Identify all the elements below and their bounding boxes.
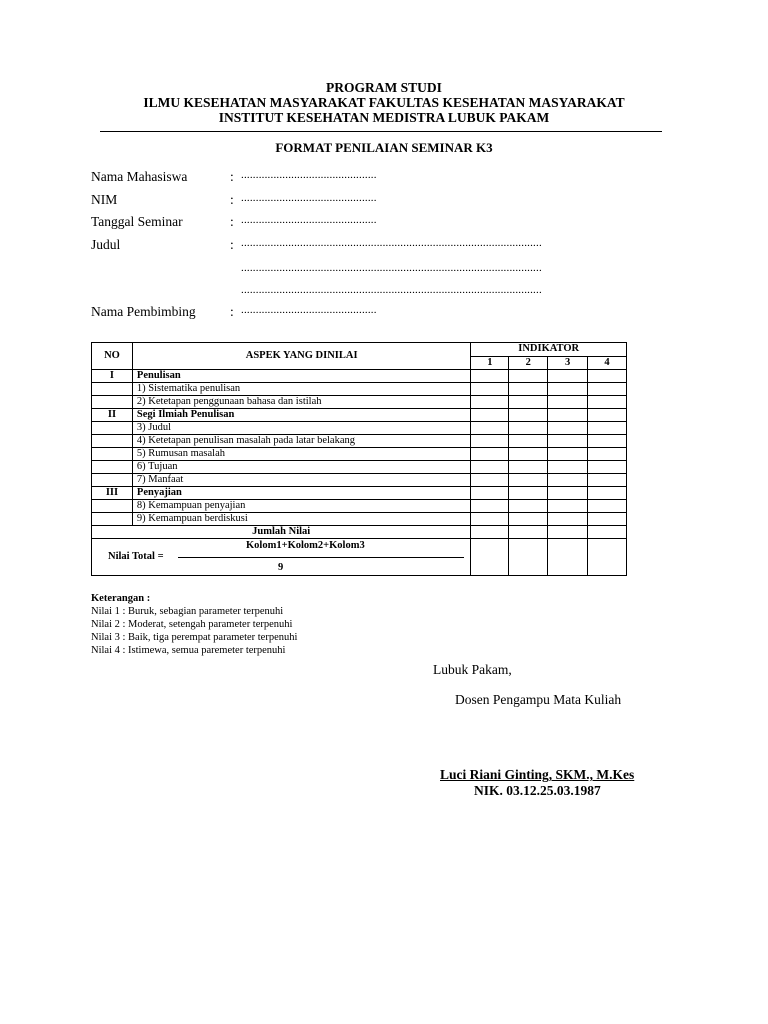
score-cell[interactable]: [471, 448, 509, 461]
score-cell[interactable]: [548, 526, 588, 539]
row-no: [92, 474, 133, 487]
criteria-row: [92, 396, 627, 409]
score-cell[interactable]: [548, 370, 588, 383]
score-cell[interactable]: [548, 539, 588, 576]
score-cell[interactable]: [588, 487, 627, 500]
score-cell[interactable]: [588, 539, 627, 576]
field-label: Nama Pembimbing: [91, 304, 196, 319]
score-cell[interactable]: [471, 474, 509, 487]
formula-denominator: 9: [278, 562, 284, 573]
score-cell[interactable]: [471, 513, 509, 526]
row-aspect: Penyajian: [132, 487, 470, 500]
criteria-row: [92, 448, 627, 461]
judul-blank-line-3: ......................................................................................................: [241, 284, 542, 296]
indikator-1: 1: [471, 356, 509, 370]
score-cell[interactable]: [548, 461, 588, 474]
score-cell[interactable]: [548, 435, 588, 448]
score-cell[interactable]: [588, 500, 627, 513]
score-cell[interactable]: [588, 526, 627, 539]
row-no: III: [92, 487, 133, 500]
score-cell[interactable]: [548, 422, 588, 435]
section-row: [92, 370, 627, 383]
row-no: [92, 396, 133, 409]
row-aspect: 4) Ketetapan penulisan masalah pada latar belakang: [132, 435, 470, 448]
score-cell[interactable]: [509, 487, 548, 500]
form-title: FORMAT PENILAIAN SEMINAR K3: [275, 140, 493, 155]
score-cell[interactable]: [588, 448, 627, 461]
score-cell[interactable]: [509, 370, 548, 383]
score-cell[interactable]: [509, 513, 548, 526]
field-label: Tanggal Seminar: [91, 214, 183, 229]
score-cell[interactable]: [471, 487, 509, 500]
jumlah-label: Jumlah Nilai: [92, 526, 471, 539]
score-cell[interactable]: [509, 539, 548, 576]
score-cell[interactable]: [471, 409, 509, 422]
score-cell[interactable]: [588, 422, 627, 435]
signature-nik: NIK. 03.12.25.03.1987: [474, 783, 601, 798]
field-colon: :: [230, 214, 234, 229]
row-aspect: 7) Manfaat: [132, 474, 470, 487]
judul-blank-line-2: ......................................................................................................: [241, 262, 542, 274]
score-cell[interactable]: [509, 383, 548, 396]
jumlah-row: [92, 526, 627, 539]
row-aspect: 2) Ketetapan penggunaan bahasa dan istilah: [132, 396, 470, 409]
score-cell[interactable]: [588, 435, 627, 448]
score-cell[interactable]: [471, 422, 509, 435]
score-cell[interactable]: [588, 396, 627, 409]
header-aspek: ASPEK YANG DINILAI: [132, 343, 470, 370]
total-label: Nilai Total =: [108, 551, 164, 562]
row-no: [92, 422, 133, 435]
row-aspect: 6) Tujuan: [132, 461, 470, 474]
fraction-bar: [178, 557, 464, 558]
field-colon: :: [230, 192, 234, 207]
score-cell[interactable]: [509, 409, 548, 422]
keterangan: [91, 592, 297, 657]
score-cell[interactable]: [548, 448, 588, 461]
assessment-table: [91, 342, 627, 576]
row-no: [92, 461, 133, 474]
row-no: I: [92, 370, 133, 383]
row-aspect: 9) Kemampuan berdiskusi: [132, 513, 470, 526]
field-colon: :: [230, 304, 234, 319]
score-cell[interactable]: [588, 383, 627, 396]
row-no: II: [92, 409, 133, 422]
score-cell[interactable]: [509, 474, 548, 487]
score-cell[interactable]: [509, 526, 548, 539]
score-cell[interactable]: [548, 396, 588, 409]
row-no: [92, 513, 133, 526]
total-row: [92, 539, 627, 576]
score-cell[interactable]: [548, 487, 588, 500]
header-indikator: INDIKATOR: [471, 343, 627, 357]
field-label: Judul: [91, 237, 121, 252]
score-cell[interactable]: [588, 513, 627, 526]
score-cell[interactable]: [471, 461, 509, 474]
score-cell[interactable]: [509, 435, 548, 448]
indikator-4: 4: [588, 356, 627, 370]
score-cell[interactable]: [509, 396, 548, 409]
keterangan-heading: Keterangan :: [91, 593, 151, 604]
row-aspect: 1) Sistematika penulisan: [132, 383, 470, 396]
score-cell[interactable]: [471, 526, 509, 539]
field-blank: ..............................................: [241, 192, 377, 204]
row-aspect: 5) Rumusan masalah: [132, 448, 470, 461]
keterangan-item: Nilai 3 : Baik, tiga perempat parameter terpenuhi: [91, 632, 298, 643]
field-colon: :: [230, 169, 234, 184]
criteria-row: [92, 435, 627, 448]
score-cell[interactable]: [471, 383, 509, 396]
keterangan-item: Nilai 4 : Istimewa, semua paremeter terpenuhi: [91, 645, 286, 656]
row-no: [92, 448, 133, 461]
row-aspect: Penulisan: [132, 370, 470, 383]
field-blank: ..............................................: [241, 169, 377, 181]
score-cell[interactable]: [509, 422, 548, 435]
score-cell[interactable]: [588, 409, 627, 422]
criteria-row: [92, 461, 627, 474]
row-no: [92, 383, 133, 396]
score-cell[interactable]: [588, 370, 627, 383]
header-institute: INSTITUT KESEHATAN MEDISTRA LUBUK PAKAM: [218, 110, 550, 125]
section-row: [92, 487, 627, 500]
score-cell[interactable]: [471, 435, 509, 448]
header-program: PROGRAM STUDI: [326, 80, 442, 95]
score-cell[interactable]: [548, 383, 588, 396]
keterangan-item: Nilai 1 : Buruk, sebagian parameter terpenuhi: [91, 606, 284, 617]
score-cell[interactable]: [548, 474, 588, 487]
criteria-row: [92, 500, 627, 513]
criteria-row: [92, 474, 627, 487]
score-cell[interactable]: [471, 370, 509, 383]
signature-place: Lubuk Pakam,: [433, 662, 512, 677]
total-formula: [92, 539, 471, 576]
keterangan-item: Nilai 2 : Moderat, setengah parameter terpenuhi: [91, 619, 293, 630]
score-cell[interactable]: [471, 500, 509, 513]
section-row: [92, 409, 627, 422]
score-cell[interactable]: [588, 461, 627, 474]
field-blank: ......................................................................................................: [241, 237, 542, 249]
row-aspect: Segi Ilmiah Penulisan: [132, 409, 470, 422]
signature-role: Dosen Pengampu Mata Kuliah: [455, 692, 622, 707]
score-cell[interactable]: [509, 500, 548, 513]
score-cell[interactable]: [471, 539, 509, 576]
criteria-row: [92, 513, 627, 526]
score-cell[interactable]: [548, 500, 588, 513]
row-aspect: 8) Kemampuan penyajian: [132, 500, 470, 513]
formula-numerator: Kolom1+Kolom2+Kolom3: [246, 540, 365, 551]
field-blank: ..............................................: [241, 214, 377, 226]
indikator-2: 2: [509, 356, 548, 370]
signature-name: Luci Riani Ginting, SKM., M.Kes: [440, 767, 635, 782]
table-header-row: [92, 343, 627, 357]
row-aspect: 3) Judul: [132, 422, 470, 435]
row-no: [92, 500, 133, 513]
field-label: NIM: [91, 192, 118, 207]
score-cell[interactable]: [548, 513, 588, 526]
header-no: NO: [92, 343, 133, 370]
field-blank: ..............................................: [241, 304, 377, 316]
score-cell[interactable]: [509, 461, 548, 474]
row-no: [92, 435, 133, 448]
criteria-row: [92, 383, 627, 396]
field-colon: :: [230, 237, 234, 252]
score-cell[interactable]: [471, 396, 509, 409]
indikator-3: 3: [548, 356, 588, 370]
score-cell[interactable]: [548, 409, 588, 422]
criteria-row: [92, 422, 627, 435]
score-cell[interactable]: [588, 474, 627, 487]
field-label: Nama Mahasiswa: [91, 169, 188, 184]
header-divider: [100, 131, 662, 132]
header-faculty: ILMU KESEHATAN MASYARAKAT FAKULTAS KESEHATAN MASYARAKAT: [143, 95, 625, 110]
score-cell[interactable]: [509, 448, 548, 461]
